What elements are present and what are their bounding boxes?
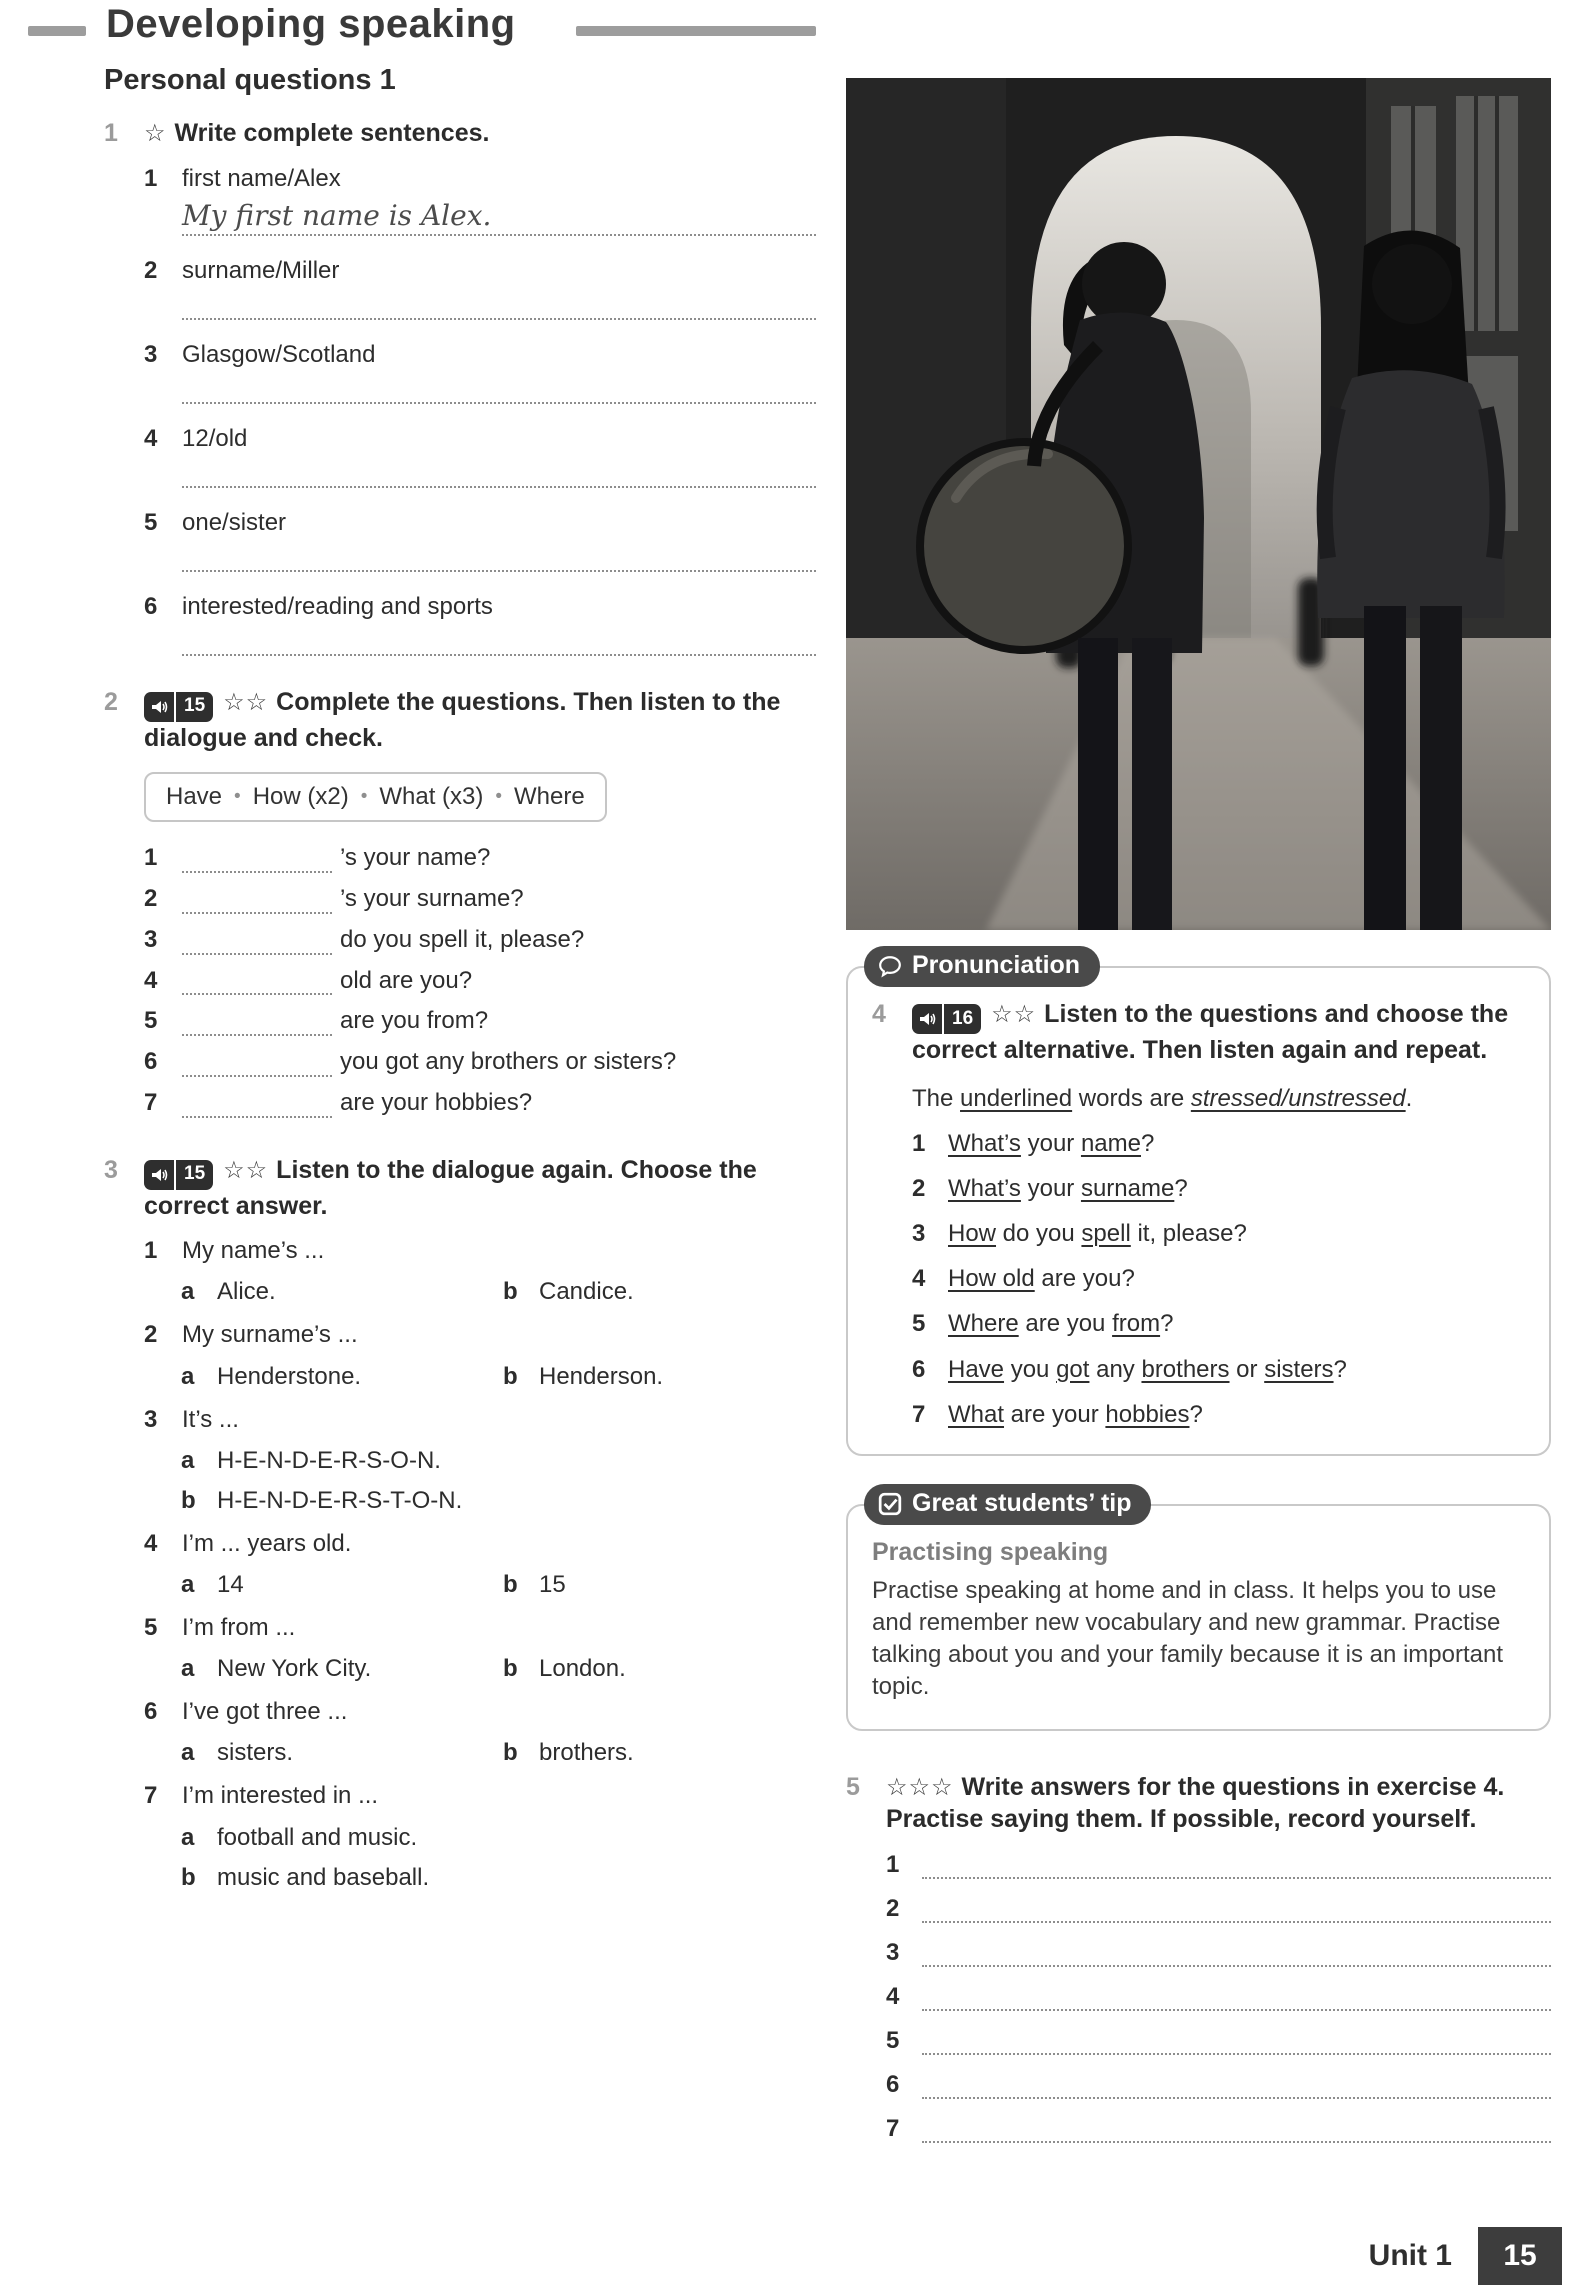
option-letter: b (503, 1739, 518, 1767)
question-row (144, 885, 816, 914)
question-text: ’s your surname? (340, 884, 524, 912)
item-number: 2 (886, 1895, 900, 1923)
option-text: H-E-N-D-E-R-S-T-O-N. (217, 1486, 463, 1514)
note-segment: stressed/unstressed (1190, 1084, 1406, 1112)
option-a[interactable] (181, 1824, 503, 1852)
exercise-2-number: 2 (104, 687, 118, 716)
item-number: 6 (144, 1048, 158, 1076)
word-segment: ? (1174, 1174, 1188, 1202)
choice-prompt-text: I’ve got three ... (182, 1698, 348, 1726)
option-letter: a (181, 1823, 195, 1851)
item-prompt: surname/Miller (182, 256, 340, 284)
speaker-icon (144, 1160, 176, 1190)
pronunciation-text (948, 1173, 1188, 1204)
choice-item (144, 1319, 816, 1390)
word-box (144, 772, 607, 822)
option-letter: b (503, 1362, 518, 1390)
option-letter: a (181, 1278, 195, 1306)
option-letter: b (181, 1863, 196, 1891)
tip-subheading: Practising speaking (872, 1538, 1109, 1566)
word-segment: name (1080, 1129, 1141, 1157)
audio-track-icon (144, 1160, 213, 1190)
question-text: ’s your name? (340, 844, 491, 872)
question-text: old are you? (340, 966, 473, 994)
pronunciation-text (948, 1399, 1203, 1430)
exercise-3-header (104, 1154, 816, 1223)
option-a[interactable] (181, 1363, 503, 1391)
item-number: 6 (144, 1698, 158, 1726)
choice-item (144, 1696, 816, 1767)
pronunciation-item (912, 1399, 1525, 1430)
item-number: 4 (144, 424, 158, 452)
exercise-1-header (104, 117, 816, 150)
word-segment: hobbies (1105, 1400, 1190, 1428)
word-option: How (x2) (252, 783, 349, 811)
option-letter: b (503, 1278, 518, 1306)
word-segment: What’s (948, 1174, 1021, 1202)
exercise-3 (104, 1154, 816, 1892)
item-number: 3 (144, 340, 158, 368)
word-segment: ? (1141, 1129, 1155, 1157)
item-number: 4 (886, 1983, 900, 2011)
option-letter: b (503, 1655, 518, 1683)
answer-blank[interactable] (182, 1010, 332, 1036)
ex1-item (144, 164, 816, 236)
answer-blank[interactable] (182, 1092, 332, 1118)
exercise-3-items (104, 1235, 816, 1891)
item-number: 4 (144, 966, 158, 994)
difficulty-stars: ☆ (144, 120, 167, 147)
item-prompt: one/sister (182, 508, 287, 536)
item-number: 1 (144, 164, 158, 192)
option-b[interactable] (503, 1363, 663, 1391)
checkbox-icon (878, 1492, 902, 1516)
word-segment: Where (948, 1310, 1019, 1338)
item-number: 6 (144, 592, 158, 620)
word-segment: brothers (1141, 1355, 1230, 1383)
question-row (144, 1048, 816, 1077)
item-number: 5 (886, 2027, 900, 2055)
option-a[interactable] (181, 1655, 503, 1683)
option-text: London. (539, 1655, 626, 1683)
answer-line[interactable] (182, 648, 816, 656)
item-prompt: interested/reading and sports (182, 592, 493, 620)
exercise-5-header (846, 1771, 1551, 1836)
item-number: 1 (886, 1851, 900, 1879)
word-segment: ? (1189, 1400, 1203, 1428)
answer-row (886, 1981, 1551, 2011)
ex1-item (144, 340, 816, 404)
item-number: 5 (144, 1614, 158, 1642)
item-number: 1 (144, 844, 158, 872)
item-number: 2 (144, 884, 158, 912)
choice-prompt-text: It’s ... (182, 1405, 239, 1433)
exercise-3-instruction: Listen to the dialogue again. Choose the correct answer. (144, 1155, 757, 1220)
option-letter: a (181, 1739, 195, 1767)
option-text: brothers. (539, 1739, 634, 1767)
answer-blank[interactable] (182, 888, 332, 914)
difficulty-stars: ☆☆ (223, 688, 269, 716)
choice-item (144, 1612, 816, 1683)
pronunciation-item (912, 1354, 1525, 1385)
answer-line[interactable] (182, 480, 816, 488)
option-letter: a (181, 1362, 195, 1390)
options-row (181, 1278, 816, 1306)
exercise-4-number: 4 (872, 1000, 886, 1028)
word-segment: got (1056, 1355, 1090, 1383)
difficulty-stars: ☆☆ (223, 1156, 269, 1184)
right-column (846, 78, 1551, 2143)
pronunciation-header (864, 946, 1100, 987)
item-number: 3 (912, 1220, 926, 1248)
item-prompt-row (144, 424, 816, 454)
exercise-3-number: 3 (104, 1155, 118, 1184)
answer-row (886, 2025, 1551, 2055)
option-a[interactable] (181, 1278, 503, 1306)
handwritten-answer: My first name is Alex. (182, 198, 492, 232)
item-prompt: 12/old (182, 424, 248, 452)
left-column (104, 64, 816, 1892)
option-b[interactable] (503, 1655, 626, 1683)
answer-blank[interactable] (182, 1051, 332, 1077)
tip-header (864, 1484, 1151, 1525)
item-number: 2 (144, 1321, 158, 1349)
word-segment: How (948, 1220, 997, 1248)
word-segment: are your (1004, 1400, 1106, 1428)
option-a[interactable] (181, 1571, 503, 1599)
choice-prompt-text: I’m ... years old. (182, 1529, 352, 1557)
tip-body: Practise speaking at home and in class. It helps you to use and remember new vocabulary and new grammar. Practise talking about you and your family because it is an important topic. (872, 1577, 1504, 1700)
question-text: are you from? (340, 1007, 489, 1035)
pronunciation-text (948, 1354, 1347, 1385)
answer-blank[interactable] (182, 847, 332, 873)
audio-track-number: 15 (184, 695, 206, 717)
note-segment: . (1405, 1084, 1413, 1112)
item-number: 5 (144, 508, 158, 536)
question-text: are your hobbies? (340, 1088, 533, 1116)
word-segment: from (1112, 1310, 1161, 1338)
answer-line[interactable] (182, 312, 816, 320)
pronunciation-item (912, 1128, 1525, 1159)
options-row (181, 1487, 816, 1515)
page-title: Developing speaking (106, 2, 516, 46)
answer-line[interactable] (922, 1849, 1551, 1879)
speaker-icon (912, 1004, 944, 1034)
exercise-2-instruction: Complete the questions. Then listen to the dialogue and check. (144, 687, 781, 752)
unit-label: Unit 1 (1368, 2239, 1452, 2272)
exercise-5-number: 5 (846, 1772, 860, 1801)
exercise-4-header (872, 998, 1525, 1067)
exercise-4-instruction: Listen to the questions and choose the correct alternative. Then listen again and repeat. (912, 1000, 1509, 1064)
exercise-5 (846, 1771, 1551, 2144)
options-row (181, 1363, 816, 1391)
page-number-tab (1478, 2227, 1562, 2285)
answer-row (886, 1893, 1551, 1923)
options-row (181, 1864, 816, 1892)
word-option: Where (514, 783, 585, 811)
word-segment: are you (1018, 1310, 1113, 1338)
pronunciation-box (846, 951, 1551, 1456)
exercise-4-instruction-row (912, 998, 1525, 1067)
option-text: 14 (217, 1571, 244, 1599)
pronunciation-text (948, 1218, 1247, 1249)
item-prompt-row (144, 164, 816, 194)
tip-box (846, 1489, 1551, 1731)
item-number: 1 (144, 1237, 158, 1265)
ex1-item (144, 424, 816, 488)
pronunciation-item (912, 1218, 1525, 1249)
choice-prompt-row (144, 1696, 816, 1727)
item-number: 2 (144, 256, 158, 284)
word-segment: are you? (1034, 1265, 1135, 1293)
pronunciation-item (912, 1173, 1525, 1204)
answer-row (886, 2069, 1551, 2099)
item-number: 1 (912, 1129, 926, 1157)
options-row (181, 1655, 816, 1683)
audio-track-number: 15 (184, 1163, 206, 1185)
section-heading: Personal questions 1 (104, 64, 396, 96)
speech-bubble-icon (878, 954, 902, 978)
exercise-4-items (872, 1128, 1525, 1430)
audio-track-icon (912, 1004, 981, 1034)
item-prompt: Glasgow/Scotland (182, 340, 376, 368)
note-segment: The (912, 1084, 961, 1112)
option-text: Candice. (539, 1278, 634, 1306)
choice-prompt-row (144, 1528, 816, 1559)
choice-prompt-row (144, 1780, 816, 1811)
word-separator: • (495, 786, 503, 808)
exercise-3-instruction-row (144, 1154, 816, 1223)
item-number: 7 (144, 1782, 158, 1810)
title-dash-left (28, 26, 86, 36)
answer-line[interactable] (182, 396, 816, 404)
choice-prompt-row (144, 1612, 816, 1643)
option-text: 15 (539, 1571, 566, 1599)
tip-header-label: Great students’ tip (912, 1489, 1132, 1517)
options-row (181, 1447, 816, 1475)
option-letter: a (181, 1655, 195, 1683)
pronunciation-text (948, 1263, 1135, 1294)
answer-line[interactable] (922, 1981, 1551, 2011)
word-separator: • (234, 786, 241, 808)
exercise-5-instruction-row (886, 1771, 1551, 1836)
item-prompt: first name/Alex (182, 164, 341, 192)
word-segment: any (1089, 1355, 1142, 1383)
option-text: football and music. (217, 1823, 418, 1851)
option-text: sisters. (217, 1739, 294, 1767)
exercise-2-items (104, 844, 816, 1118)
word-segment: or (1229, 1355, 1265, 1383)
word-segment: do you (996, 1220, 1082, 1248)
item-number: 2 (912, 1174, 926, 1202)
option-text: Henderstone. (217, 1362, 362, 1390)
option-b[interactable] (181, 1487, 462, 1515)
answer-line[interactable] (922, 1937, 1551, 1967)
option-b[interactable] (181, 1864, 429, 1892)
options-row (181, 1824, 816, 1852)
exercise-1-instruction: Write complete sentences. (174, 119, 490, 147)
ex1-item (144, 592, 816, 656)
word-segment: How old (948, 1265, 1035, 1293)
answer-line[interactable] (182, 564, 816, 572)
page-number: 15 (1503, 2239, 1537, 2272)
word-segment: it, please? (1130, 1220, 1247, 1248)
choice-prompt-row (144, 1404, 816, 1435)
option-text: New York City. (217, 1655, 372, 1683)
word-separator: • (360, 786, 368, 808)
choice-item (144, 1235, 816, 1306)
answer-blank[interactable] (182, 969, 332, 995)
choice-prompt-row (144, 1235, 816, 1266)
exercise-2-instruction-row (144, 686, 816, 755)
item-prompt-row (144, 508, 816, 538)
word-option: Have (166, 783, 223, 811)
answer-line[interactable] (182, 200, 816, 236)
option-a[interactable] (181, 1739, 503, 1767)
answer-row (886, 1937, 1551, 1967)
exercise-1 (104, 117, 816, 656)
choice-item (144, 1780, 816, 1891)
pronunciation-text (948, 1308, 1173, 1339)
options-row (181, 1739, 816, 1767)
word-segment: sisters (1264, 1355, 1334, 1383)
choice-prompt-text: My name’s ... (182, 1237, 325, 1265)
exercise-1-items (104, 164, 816, 656)
exercise-2-header (104, 686, 816, 755)
word-segment: spell (1081, 1220, 1131, 1248)
choice-item (144, 1404, 816, 1515)
pronunciation-header-label: Pronunciation (912, 951, 1081, 979)
item-number: 7 (144, 1088, 158, 1116)
answer-line[interactable] (922, 2025, 1551, 2055)
word-segment: your (1020, 1174, 1081, 1202)
title-dash-right (576, 26, 816, 36)
page-footer (1369, 2227, 1588, 2285)
choice-prompt-row (144, 1319, 816, 1350)
question-row (144, 967, 816, 996)
option-letter: a (181, 1571, 195, 1599)
choice-item (144, 1528, 816, 1599)
word-segment: Have (948, 1355, 1005, 1383)
difficulty-stars: ☆☆ (991, 1001, 1037, 1028)
word-option: What (x3) (379, 783, 484, 811)
option-text: Alice. (217, 1278, 276, 1306)
exercise-1-instruction-row (144, 117, 816, 150)
item-number: 4 (144, 1529, 158, 1557)
exercise-5-instruction: Write answers for the questions in exercise 4. Practise saying them. If possible, record yourself. (886, 1772, 1505, 1834)
item-number: 5 (912, 1310, 926, 1338)
item-number: 3 (144, 1405, 158, 1433)
word-segment: ? (1160, 1310, 1174, 1338)
word-segment: What’s (948, 1129, 1021, 1157)
option-b[interactable] (503, 1571, 566, 1599)
answer-blank[interactable] (182, 929, 332, 955)
pronunciation-item (912, 1308, 1525, 1339)
pronunciation-note (912, 1083, 1525, 1114)
item-number: 3 (144, 925, 158, 953)
option-b[interactable] (503, 1739, 634, 1767)
note-segment: underlined (960, 1084, 1073, 1112)
pronunciation-text (948, 1128, 1154, 1159)
word-segment: you (1004, 1355, 1057, 1383)
note-segment: words are (1072, 1084, 1191, 1112)
choice-prompt-text: My surname’s ... (182, 1321, 358, 1349)
question-row (144, 844, 816, 873)
word-segment: your (1020, 1129, 1081, 1157)
question-text: do you spell it, please? (340, 925, 585, 953)
speaker-icon (144, 692, 176, 722)
option-text: Henderson. (539, 1362, 664, 1390)
pronunciation-item (912, 1263, 1525, 1294)
exercise-5-answer-lines (886, 1849, 1551, 2143)
item-number: 3 (886, 1939, 900, 1967)
option-text: music and baseball. (217, 1863, 430, 1891)
item-number: 7 (886, 2115, 900, 2143)
option-letter: b (181, 1486, 196, 1514)
exercise-2 (104, 686, 816, 1118)
question-row (144, 1089, 816, 1118)
difficulty-stars: ☆☆☆ (886, 1773, 954, 1801)
item-number: 7 (912, 1400, 926, 1428)
exercise-1-number: 1 (104, 119, 118, 147)
item-number: 4 (912, 1265, 926, 1293)
audio-track-number: 16 (952, 1007, 974, 1029)
item-prompt-row (144, 340, 816, 370)
options-row (181, 1571, 816, 1599)
ex1-item (144, 256, 816, 320)
question-text: you got any brothers or sisters? (340, 1048, 677, 1076)
option-letter: a (181, 1446, 195, 1474)
item-number: 6 (886, 2071, 900, 2099)
ex1-item (144, 508, 816, 572)
question-row (144, 926, 816, 955)
word-segment: ? (1333, 1355, 1347, 1383)
answer-line[interactable] (922, 2113, 1551, 2143)
answer-row (886, 1849, 1551, 1879)
word-segment: surname (1080, 1174, 1175, 1202)
answer-line[interactable] (922, 1893, 1551, 1923)
option-a[interactable] (181, 1447, 503, 1475)
option-letter: b (503, 1571, 518, 1599)
choice-prompt-text: I’m from ... (182, 1614, 296, 1642)
item-prompt-row (144, 592, 816, 622)
item-prompt-row (144, 256, 816, 286)
option-b[interactable] (503, 1278, 634, 1306)
item-number: 5 (144, 1007, 158, 1035)
answer-line[interactable] (922, 2069, 1551, 2099)
photo-two-girls (846, 78, 1551, 930)
question-row (144, 1007, 816, 1036)
item-number: 6 (912, 1355, 926, 1383)
answer-row (886, 2113, 1551, 2143)
option-text: H-E-N-D-E-R-S-O-N. (217, 1446, 441, 1474)
word-segment: What (948, 1400, 1005, 1428)
audio-track-icon (144, 692, 213, 722)
choice-prompt-text: I’m interested in ... (182, 1782, 379, 1810)
